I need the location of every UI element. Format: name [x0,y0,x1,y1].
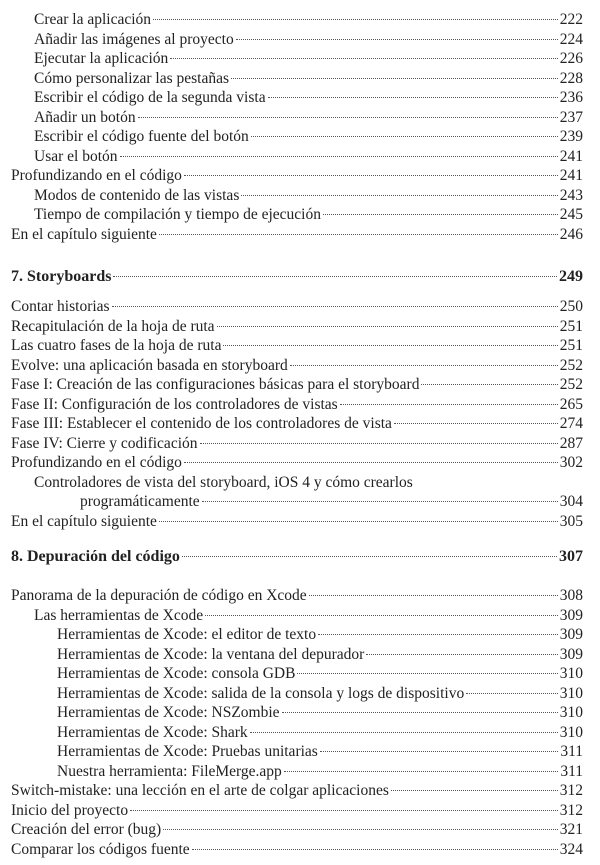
leader-dots [217,326,558,327]
leader-dots [205,615,558,616]
toc-entry[interactable] [0,434,600,454]
page-number: 310 [559,684,583,702]
toc-entry[interactable] [0,166,600,186]
leader-dots [153,19,558,20]
entry-label: Herramientas de Xcode: NSZombie [57,704,280,721]
entry-label: Usar el botón [34,147,118,165]
toc-section-chapter7 [0,297,600,531]
toc-entry[interactable] [0,625,600,645]
toc-entry[interactable] [0,297,600,317]
leader-dots [223,345,557,346]
toc-entry[interactable] [0,186,600,206]
entry-label: Añadir un botón [34,108,136,126]
entry-label: Profundizando en el código [11,167,182,184]
toc-entry[interactable] [0,723,600,743]
entry-label: Ejecutar la aplicación [34,50,169,67]
leader-dots [251,136,558,137]
toc-entry[interactable] [0,69,600,89]
page-number: 312 [559,801,583,819]
toc-entry[interactable] [0,606,600,626]
chapter-heading-7[interactable] [0,266,600,288]
toc-entry[interactable] [0,742,600,762]
page-number: 287 [559,434,583,452]
page-number: 310 [559,723,583,741]
toc-entry[interactable] [0,336,600,356]
toc-entry[interactable] [0,205,600,225]
page-number: 241 [559,167,583,184]
page-number: 312 [559,782,583,799]
entry-label: Herramientas de Xcode: salida de la consola y logs de dispositivo [57,684,465,702]
entry-label: Herramientas de Xcode: el editor de texto [57,626,317,643]
toc-entries [0,297,600,473]
entry-label: Nuestra herramienta: FileMerge.app [57,762,282,780]
toc-entry[interactable] [0,840,600,860]
toc-entry[interactable] [0,147,600,167]
toc-entry[interactable] [0,414,600,434]
leader-dots [113,276,557,277]
page-number: 226 [559,50,583,67]
toc-entry[interactable] [0,10,600,30]
leader-dots [112,306,558,307]
toc-entry[interactable] [0,645,600,665]
entry-label: Contar historias [11,298,110,315]
page-number: 250 [559,298,583,315]
leader-dots [391,790,558,791]
leader-dots [268,97,558,98]
entry-label: Fase I: Creación de las configuraciones básicas para el storyboard [11,376,420,393]
entry-label: Comparar los códigos fuente [11,840,190,858]
toc-entry[interactable] [0,703,600,723]
entry-label: Escribir el código fuente del botón [34,128,249,145]
page-number: 251 [559,317,583,335]
page-number: 265 [559,395,583,413]
page-number: 310 [559,704,583,721]
entry-label: Switch-mistake: una lección en el arte de colgar aplicaciones [11,782,389,799]
leader-dots [282,712,558,713]
entry-label: Creación del error (bug) [11,821,162,838]
entry-label: Añadir las imágenes al proyecto [34,30,234,48]
entry-label-line1: Controladores de vista del storyboard, iOS 4 y cómo crearlos [34,473,413,491]
toc-entry[interactable] [0,127,600,147]
toc-entry[interactable] [0,820,600,840]
entry-label: Herramientas de Xcode: Pruebas unitarias [57,743,318,760]
leader-dots [202,501,558,502]
toc-entry[interactable] [0,49,600,69]
toc-entry[interactable] [0,762,600,782]
entry-label: Modos de contenido de las vistas [34,186,240,204]
entry-label: Las cuatro fases de la hoja de ruta [11,337,222,354]
leader-dots [466,693,558,694]
toc-section-chapter6-end [0,10,600,244]
entry-label: Panorama de la depuración de código en Xcode [11,587,307,604]
page-number: 237 [559,108,583,126]
entry-label: Tiempo de compilación y tiempo de ejecución [34,206,321,223]
entry-label: Las herramientas de Xcode [34,606,204,624]
page-number: 310 [559,665,583,682]
leader-dots [120,156,558,157]
toc-entry-wrapped[interactable] [0,473,600,512]
page-number: 309 [559,645,583,663]
page-number: 321 [559,821,583,838]
leader-dots [250,732,558,733]
chapter-title: 7. Storyboards [11,268,112,285]
page-number: 245 [559,206,583,223]
leader-dots [284,771,559,772]
page-number: 249 [559,268,583,285]
page-number: 302 [559,454,583,471]
toc-entry[interactable] [0,512,600,532]
entry-label: Profundizando en el código [11,454,182,471]
entry-label: Recapitulación de la hoja de ruta [11,317,215,335]
page-number: 228 [559,69,583,87]
page-number: 309 [559,606,583,624]
page-number: 251 [559,337,583,354]
leader-dots [184,175,558,176]
page-number: 308 [559,587,583,604]
page-number: 241 [559,147,583,165]
entry-label: Herramientas de Xcode: Shark [57,723,248,741]
entry-label: Fase II: Configuración de los controladores de vistas [11,395,338,413]
leader-dots [241,195,557,196]
leader-dots [138,117,558,118]
toc-entry[interactable] [0,586,600,606]
chapter-title: 8. Depuración del código [11,548,180,565]
page-number: 305 [559,512,583,530]
toc-entry[interactable] [0,684,600,704]
leader-dots [163,829,558,830]
leader-dots [366,654,557,655]
leader-dots [309,595,558,596]
page-number: 311 [560,743,583,760]
leader-dots [192,849,558,850]
leader-dots [184,462,558,463]
toc-entry[interactable] [0,30,600,50]
page-number: 307 [559,548,583,565]
entry-label: En el capítulo siguiente [11,225,157,243]
entry-label: Fase III: Establecer el contenido de los controladores de vista [11,415,392,432]
page-number: 222 [559,11,583,28]
leader-dots [170,58,557,59]
leader-dots [200,443,558,444]
leader-dots [320,751,558,752]
entry-label: Herramientas de Xcode: consola GDB [57,665,296,682]
page-number: 224 [559,30,583,48]
toc-entry[interactable] [0,317,600,337]
toc-entry[interactable] [0,225,600,245]
entry-label: Escribir el código de la segunda vista [34,89,266,106]
page-number: 239 [559,128,583,145]
entry-label: Inicio del proyecto [11,801,129,819]
toc-entry[interactable] [0,395,600,415]
entry-label: Herramientas de Xcode: la ventana del depurador [57,645,365,663]
toc-entry[interactable] [0,453,600,473]
leader-dots [297,673,557,674]
toc-section-chapter8 [0,586,600,859]
toc-entry[interactable] [0,88,600,108]
toc-entry[interactable] [0,781,600,801]
toc-entry[interactable] [0,108,600,128]
entry-label-line2: programáticamente [80,493,200,510]
entry-label: Fase IV: Cierre y codificación [11,434,198,452]
leader-dots [236,39,558,40]
toc-entry[interactable] [0,801,600,821]
leader-dots [318,634,558,635]
entry-label: Cómo personalizar las pestañas [34,69,229,87]
leader-dots [182,556,557,557]
leader-dots [231,78,558,79]
entry-label: Crear la aplicación [34,11,152,28]
page-number: 243 [559,186,583,204]
leader-dots [421,384,557,385]
leader-dots [323,214,558,215]
leader-dots [159,521,558,522]
page-number: 309 [559,626,583,643]
toc-entry[interactable] [0,356,600,376]
entry-label: Evolve: una aplicación basada en storyboard [11,356,288,374]
chapter-heading-8[interactable] [0,546,600,568]
page-number: 311 [560,762,583,780]
page-number: 252 [559,356,583,374]
leader-dots [340,404,558,405]
entry-label: En el capítulo siguiente [11,512,157,530]
leader-dots [290,365,558,366]
leader-dots [130,810,558,811]
leader-dots [394,423,558,424]
leader-dots [159,234,558,235]
page-number: 236 [559,89,583,106]
page-number: 324 [559,840,583,858]
toc-entry[interactable] [0,664,600,684]
page-number: 246 [559,225,583,243]
page-number: 304 [559,493,583,510]
page-number: 274 [559,415,583,432]
toc-entry[interactable] [0,375,600,395]
page-number: 252 [559,376,583,393]
